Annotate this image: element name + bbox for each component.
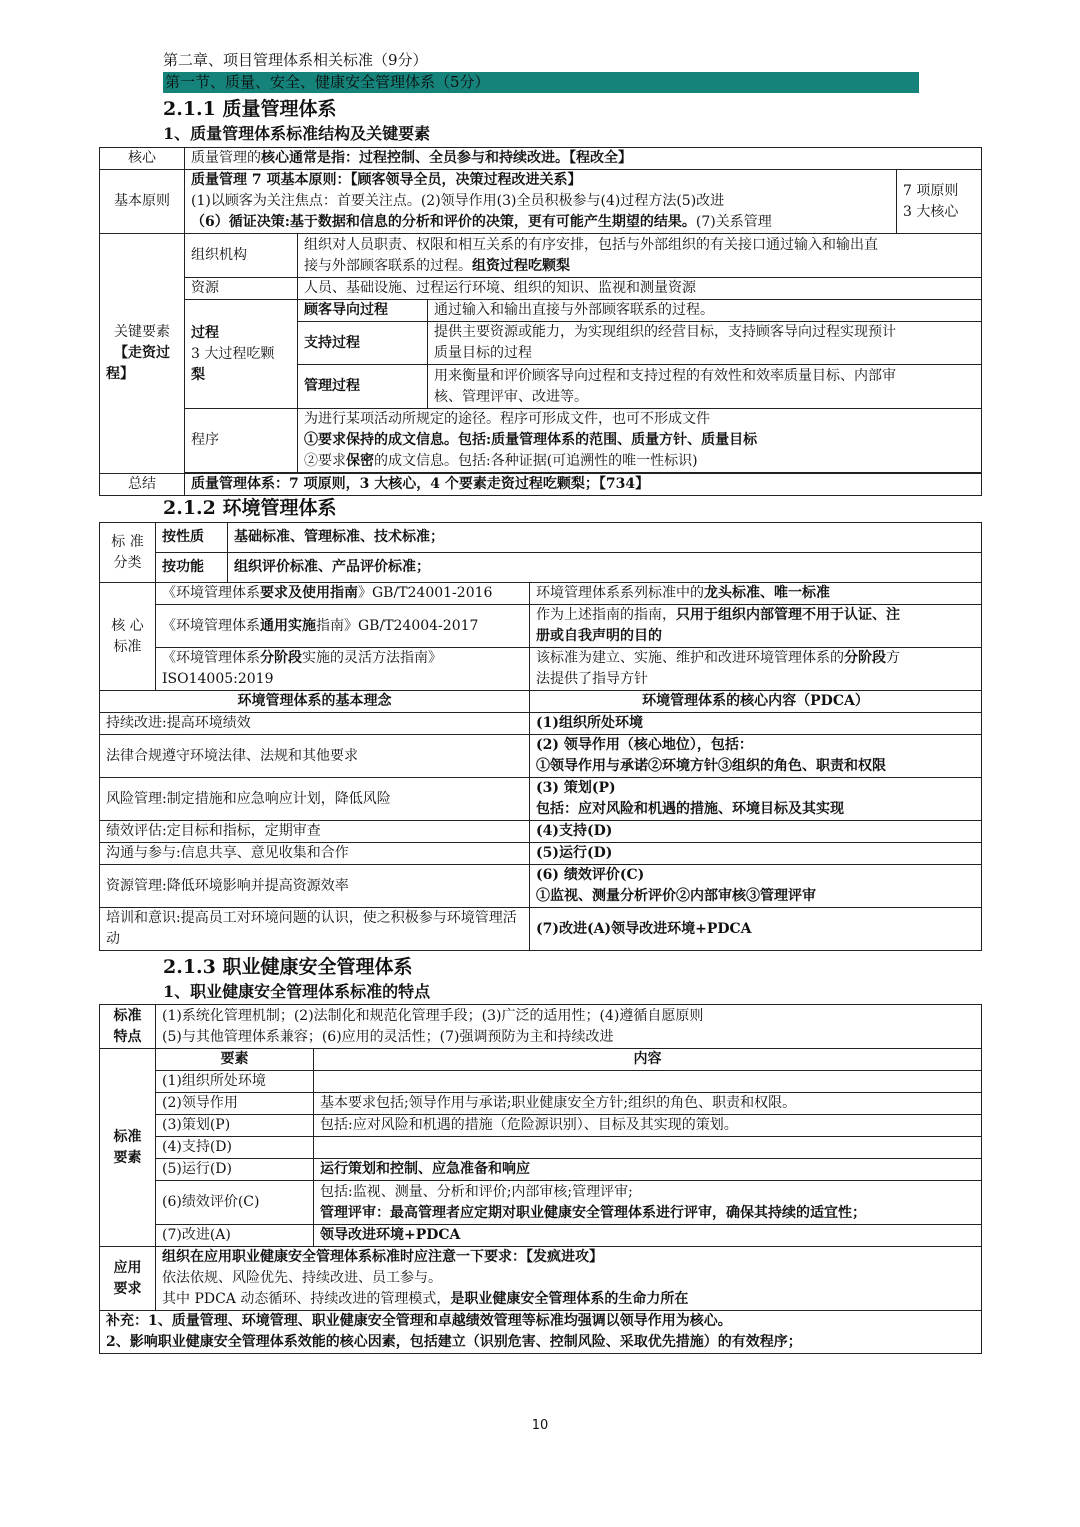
basic-principle-text: 质量管理 7 项基本原则：【顾客领导全员，决策过程改进关系】 (1)以顾客为关注焦点：首要关注点。(2)领导作用(3)全员积极参与(4)过程方法(5)改进 （6）循证决策:基于数据和信息的分析和评价的决策，更有可能产生期望的结果。(7)关系管理: [185, 170, 897, 234]
summary-label: 总结: [100, 474, 185, 496]
concept-row: 风险管理:制定措施和应急响应计划，降低风险: [100, 778, 530, 821]
pdca-row: (4)支持(D): [530, 821, 982, 843]
page-number: 10: [531, 1418, 549, 1433]
concept-row: 绩效评估:定目标和指标，定期审查: [100, 821, 530, 843]
section-211-subtitle: 1、质量管理体系标准结构及关键要素: [163, 124, 431, 143]
element-name: (4)支持(D): [156, 1137, 314, 1159]
environment-table: [99, 522, 982, 951]
chapter-title: 第二章、项目管理体系相关标准（9分）: [163, 51, 428, 69]
application-text: 组织在应用职业健康安全管理体系标准时应注意一下要求：【发疯进攻】 依法依规、风险优先、持续改进、员工参与。 其中 PDCA 动态循环、持续改进的管理模式，是职业健康安全管理体系的生命力所在: [156, 1247, 982, 1311]
pdca-row: (6) 绩效评价(C) ①监视、测量分析评价②内部审核③管理评审: [530, 865, 982, 908]
core-standard-label: 核 心 标准: [100, 583, 156, 691]
element-content: 包括:监视、测量、分析和评价;内部审核;管理评审; 管理评审：最高管理者应定期对职业健康安全管理体系进行评审，确保其持续的适宜性；: [314, 1181, 982, 1225]
ohs-table: [99, 1004, 982, 1354]
feature-text: (1)系统化管理机制；(2)法制化和规范化管理手段；(3)广泛的适用性；(4)遵循自愿原则 (5)与其他管理体系兼容；(6)应用的灵活性；(7)强调预防为主和持续改进: [156, 1005, 982, 1049]
content-header: 内容: [314, 1049, 982, 1071]
standard-3: 《环境管理体系分阶段实施的灵活方法指南》 ISO14005:2019: [156, 648, 530, 691]
element-name: (5)运行(D): [156, 1159, 314, 1181]
concept-row: 培训和意识:提高员工对环境问题的认识，使之积极参与环境管理活动: [100, 908, 530, 951]
management-process-text: 用来衡量和评价顾客导向过程和支持过程的有效性和效率质量目标、内部审 核、管理评审、改进等。: [428, 365, 982, 409]
pdca-row: (5)运行(D): [530, 843, 982, 865]
by-function-label: 按功能: [156, 553, 228, 583]
concept-row: 资源管理:降低环境影响并提高资源效率: [100, 865, 530, 908]
feature-label: 标准 特点: [100, 1005, 156, 1049]
by-function-text: 组织评价标准、产品评价标准；: [228, 553, 982, 583]
pdca-row: (1)组织所处环境: [530, 713, 982, 735]
org-structure-text: 组织对人员职责、权限和相互关系的有序安排，包括与外部组织的有关接口通过输入和输出直 接与外部顾客联系的过程。组资过程吃颗梨: [298, 234, 982, 278]
element-name: (1)组织所处环境: [156, 1071, 314, 1093]
resource-label: 资源: [185, 278, 298, 300]
element-content: 运行策划和控制、应急准备和响应: [314, 1159, 982, 1181]
application-label: 应用 要求: [100, 1247, 156, 1311]
standard-1: 《环境管理体系要求及使用指南》GB/T24001-2016: [156, 583, 530, 605]
section-title-bar: 第一节、质量、安全、健康安全管理体系（5分）: [163, 72, 919, 93]
customer-process-label: 顾客导向过程: [298, 300, 428, 322]
element-content: [314, 1071, 982, 1093]
element-content: 基本要求包括;领导作用与承诺;职业健康安全方针;组织的角色、职责和权限。: [314, 1093, 982, 1115]
section-211-title: 2.1.1 质量管理体系: [163, 98, 337, 120]
customer-process-text: 通过输入和输出直接与外部顾客联系的过程。: [428, 300, 982, 322]
concept-row: 沟通与参与:信息共享、意见收集和合作: [100, 843, 530, 865]
by-nature-label: 按性质: [156, 523, 228, 553]
org-structure-label: 组织机构: [185, 234, 298, 278]
basic-principle-label: 基本原则: [100, 170, 185, 234]
section-212-title: 2.1.2 环境管理体系: [163, 497, 337, 519]
pdca-row: (3) 策划(P) 包括：应对风险和机遇的措施、环境目标及其实现: [530, 778, 982, 821]
support-process-text: 提供主要资源或能力，为实现组织的经营目标，支持顾客导向过程实现预计 质量目标的过程: [428, 322, 982, 365]
standard-1-desc: 环境管理体系系列标准中的龙头标准、唯一标准: [530, 583, 982, 605]
supplement-text: 补充：1、质量管理、环境管理、职业健康安全管理和卓越绩效管理等标准均强调以领导作用为核心。 2、影响职业健康安全管理体系效能的核心因素，包括建立（识别危害、控制风险、采取优先措施）的有效程序；: [100, 1311, 982, 1354]
pdca-row: (7)改进(A)领导改进环境+PDCA: [530, 908, 982, 951]
management-process-label: 管理过程: [298, 365, 428, 409]
section-213-subtitle: 1、职业健康安全管理体系标准的特点: [163, 982, 431, 1001]
element-content: 领导改进环境+PDCA: [314, 1225, 982, 1247]
quality-table: [99, 147, 982, 496]
by-nature-text: 基础标准、管理标准、技术标准；: [228, 523, 982, 553]
concept-row: 法律合规遵守环境法律、法规和其他要求: [100, 735, 530, 778]
core-label: 核心: [100, 148, 185, 170]
pdca-row: (2) 领导作用（核心地位），包括： ①领导作用与承诺②环境方针③组织的角色、职责和权限: [530, 735, 982, 778]
concept-row: 持续改进:提高环境绩效: [100, 713, 530, 735]
element-name: (2)领导作用: [156, 1093, 314, 1115]
element-content: [314, 1137, 982, 1159]
element-name: (6)绩效评价(C): [156, 1181, 314, 1225]
procedure-label: 程序: [185, 409, 298, 473]
core-text: 质量管理的核心通常是指：过程控制、全员参与和持续改进。【程改全】: [185, 148, 982, 170]
procedure-text: 为进行某项活动所规定的途径。程序可形成文件，也可不形成文件 ①要求保持的成文信息。包括:质量管理体系的范围、质量方针、质量目标 ②要求保密的成文信息。包括:各种证据(可追溯性的唯一性标识): [298, 409, 982, 473]
element-name: (7)改进(A): [156, 1225, 314, 1247]
summary-text: 质量管理体系：7 项原则，3 大核心，4 个要素走资过程吃颗梨；【734】: [185, 474, 982, 496]
standard-2: 《环境管理体系通用实施指南》GB/T24004-2017: [156, 605, 530, 648]
element-label: 标准 要素: [100, 1049, 156, 1247]
standard-2-desc: 作为上述指南的指南，只用于组织内部管理不用于认证、注 册或自我声明的目的: [530, 605, 982, 648]
element-header: 要素: [156, 1049, 314, 1071]
support-process-label: 支持过程: [298, 322, 428, 365]
classification-label: 标 准 分类: [100, 523, 156, 583]
section-213-title: 2.1.3 职业健康安全管理体系: [163, 956, 413, 978]
element-content: 包括:应对风险和机遇的措施（危险源识别）、目标及其实现的策划。: [314, 1115, 982, 1137]
element-name: (3)策划(P): [156, 1115, 314, 1137]
standard-3-desc: 该标准为建立、实施、维护和改进环境管理体系的分阶段方 法提供了指导方针: [530, 648, 982, 691]
pdca-header: 环境管理体系的核心内容（PDCA）: [530, 691, 982, 713]
process-label: 过程 3 大过程吃颗 梨: [185, 300, 298, 409]
key-element-label: 关键要素 【走资过 程】: [100, 234, 185, 474]
concept-header: 环境管理体系的基本理念: [100, 691, 530, 713]
resource-text: 人员、基础设施、过程运行环境、组织的知识、监视和测量资源: [298, 278, 982, 300]
basic-principle-summary: 7 项原则 3 大核心: [897, 170, 982, 234]
